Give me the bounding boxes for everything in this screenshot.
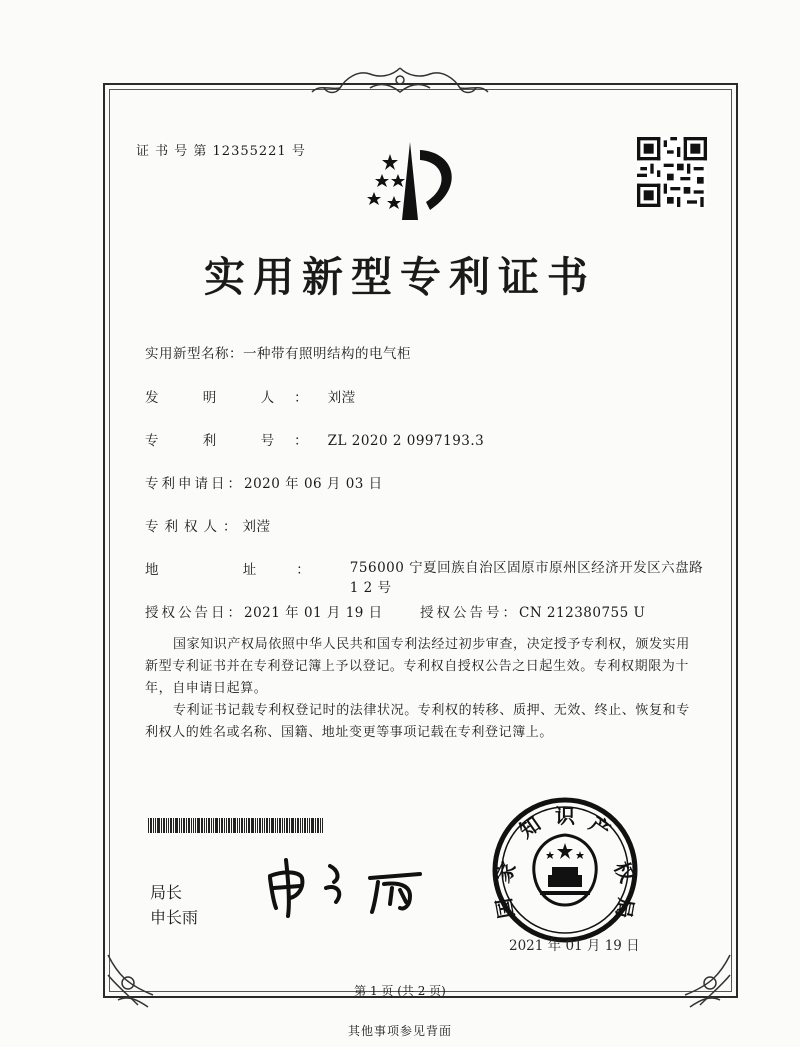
barcode-bar — [193, 818, 194, 833]
svg-text:权: 权 — [609, 857, 640, 887]
grant-number-row — [420, 601, 645, 621]
svg-text:知: 知 — [514, 811, 546, 843]
barcode-bar — [215, 818, 218, 833]
barcode-bar — [186, 818, 187, 833]
barcode-bar — [181, 818, 182, 833]
inventor-row — [145, 386, 356, 406]
barcode-bar — [168, 818, 169, 833]
barcode-bar — [320, 818, 321, 833]
barcode-bar — [208, 818, 210, 833]
barcode-bar — [239, 818, 240, 833]
barcode-bar — [211, 818, 212, 833]
bottom-left-ornament-icon — [98, 945, 168, 1015]
barcode-bar — [201, 818, 203, 833]
address-label: 地 址： — [145, 562, 350, 578]
barcode-bar — [221, 818, 223, 833]
barcode-bar — [204, 818, 205, 833]
barcode-bar — [246, 818, 247, 833]
barcode-bar — [307, 818, 308, 833]
barcode-bar — [244, 818, 245, 833]
seal-date: 2021 年 01 月 19 日 — [509, 938, 640, 954]
barcode-bar — [150, 818, 152, 833]
patent-number-label: 专 利 号： — [145, 433, 328, 449]
svg-text:识: 识 — [555, 804, 575, 828]
barcode-bar — [322, 818, 323, 833]
inventor-value: 刘滢 — [327, 390, 356, 406]
svg-text:国: 国 — [491, 896, 519, 921]
barcode-bar — [166, 818, 167, 833]
barcode-bar — [157, 818, 160, 833]
barcode-bar — [284, 818, 285, 833]
barcode-bar — [289, 818, 290, 833]
patentee-label: 专利权人： — [145, 519, 243, 535]
footer-note: 其他事项参见背面 — [347, 1024, 452, 1038]
barcode-bar — [237, 818, 238, 833]
svg-text:家: 家 — [490, 857, 521, 887]
grant-date-label: 授权公告日： — [145, 605, 244, 621]
barcode — [148, 818, 384, 833]
barcode-bar — [269, 818, 270, 833]
grant-number-value: CN 212380755 U — [519, 605, 646, 621]
barcode-bar — [188, 818, 190, 833]
barcode-bar — [255, 818, 256, 833]
notice-paragraph-2: 专利证书记载专利权登记时的法律状况。专利权的转移、质押、无效、终止、恢复和专利权人的姓名或名称、国籍、地址变更等事项记载在专利登记簿上。 — [145, 703, 690, 740]
filing-date-row — [145, 472, 383, 492]
patentee-value: 刘滢 — [242, 519, 271, 535]
barcode-bar — [179, 818, 180, 833]
grant-number-label: 授权公告号： — [420, 605, 519, 621]
barcode-bar — [191, 818, 192, 833]
barcode-bar — [304, 818, 306, 833]
address-row — [145, 558, 710, 598]
barcode-bar — [148, 818, 149, 833]
barcode-bar — [271, 818, 274, 833]
barcode-bar — [226, 818, 227, 833]
barcode-bar — [155, 818, 156, 833]
barcode-bar — [315, 818, 316, 833]
barcode-bar — [311, 818, 314, 833]
barcode-bar — [173, 818, 174, 833]
top-ornament-icon — [300, 62, 500, 102]
utility-model-name-row — [145, 342, 411, 362]
barcode-bar — [241, 818, 243, 833]
barcode-bar — [175, 818, 178, 833]
patent-number-value: ZL 2020 2 0997193.3 — [327, 433, 485, 449]
certificate-number: 证 书 号 第 12355221 号 — [136, 144, 306, 159]
utility-model-name-label: 实用新型名称： — [145, 346, 243, 362]
barcode-bar — [275, 818, 276, 833]
certificate-title: 实用新型专利证书 — [204, 253, 596, 301]
page-number: 第 1 页 (共 2 页) — [354, 984, 446, 998]
notice-paragraph-1: 国家知识产权局依照中华人民共和国专利法经过初步审查，决定授予专利权，颁发实用新型专利证书并在专利登记簿上予以登记。专利权自授权公告之日起生效。专利权期限为十年，自申请日起算。 — [145, 637, 690, 696]
director-title: 局长 — [150, 883, 183, 902]
barcode-bar — [297, 818, 299, 833]
director-signature-icon — [260, 848, 440, 918]
grant-date-value: 2021 年 01 月 19 日 — [244, 605, 383, 621]
patent-office-logo-icon — [360, 132, 470, 227]
barcode-bar — [251, 818, 254, 833]
barcode-bar — [282, 818, 283, 833]
barcode-bar — [262, 818, 263, 833]
patent-number-row — [145, 429, 484, 449]
barcode-bar — [286, 818, 288, 833]
barcode-bar — [291, 818, 294, 833]
barcode-bar — [231, 818, 232, 833]
inventor-label: 发 明 人： — [145, 390, 328, 406]
svg-text:局: 局 — [611, 896, 639, 921]
barcode-bar — [259, 818, 261, 833]
barcode-bar — [213, 818, 214, 833]
director-name: 申长雨 — [150, 908, 199, 927]
official-seal-icon — [490, 795, 640, 945]
barcode-bar — [219, 818, 220, 833]
utility-model-name-value: 一种带有照明结构的电气柜 — [243, 346, 411, 362]
barcode-bar — [161, 818, 162, 833]
patentee-row — [145, 515, 271, 535]
barcode-bar — [277, 818, 278, 833]
barcode-bar — [257, 818, 258, 833]
address-value: 756000 宁夏回族自治区固原市原州区经济开发区六盘路 1 2 号 — [349, 560, 704, 596]
svg-text:产: 产 — [584, 811, 616, 843]
barcode-bar — [163, 818, 165, 833]
barcode-bar — [248, 818, 250, 833]
barcode-bar — [266, 818, 268, 833]
filing-date-value: 2020 年 06 月 03 日 — [244, 476, 383, 492]
barcode-bar — [228, 818, 230, 833]
barcode-bar — [279, 818, 281, 833]
barcode-bar — [206, 818, 207, 833]
barcode-bar — [317, 818, 319, 833]
barcode-bar — [183, 818, 185, 833]
barcode-bar — [302, 818, 303, 833]
barcode-bar — [224, 818, 225, 833]
barcode-bar — [153, 818, 154, 833]
qr-code-icon — [637, 137, 707, 207]
barcode-bar — [295, 818, 296, 833]
barcode-bar — [300, 818, 301, 833]
barcode-bar — [309, 818, 310, 833]
barcode-bar — [195, 818, 196, 833]
barcode-bar — [264, 818, 265, 833]
barcode-bar — [233, 818, 236, 833]
barcode-bar — [197, 818, 200, 833]
grant-date-row — [145, 601, 383, 621]
bottom-right-ornament-icon — [670, 945, 740, 1015]
filing-date-label: 专利申请日： — [145, 476, 244, 492]
barcode-bar — [170, 818, 172, 833]
